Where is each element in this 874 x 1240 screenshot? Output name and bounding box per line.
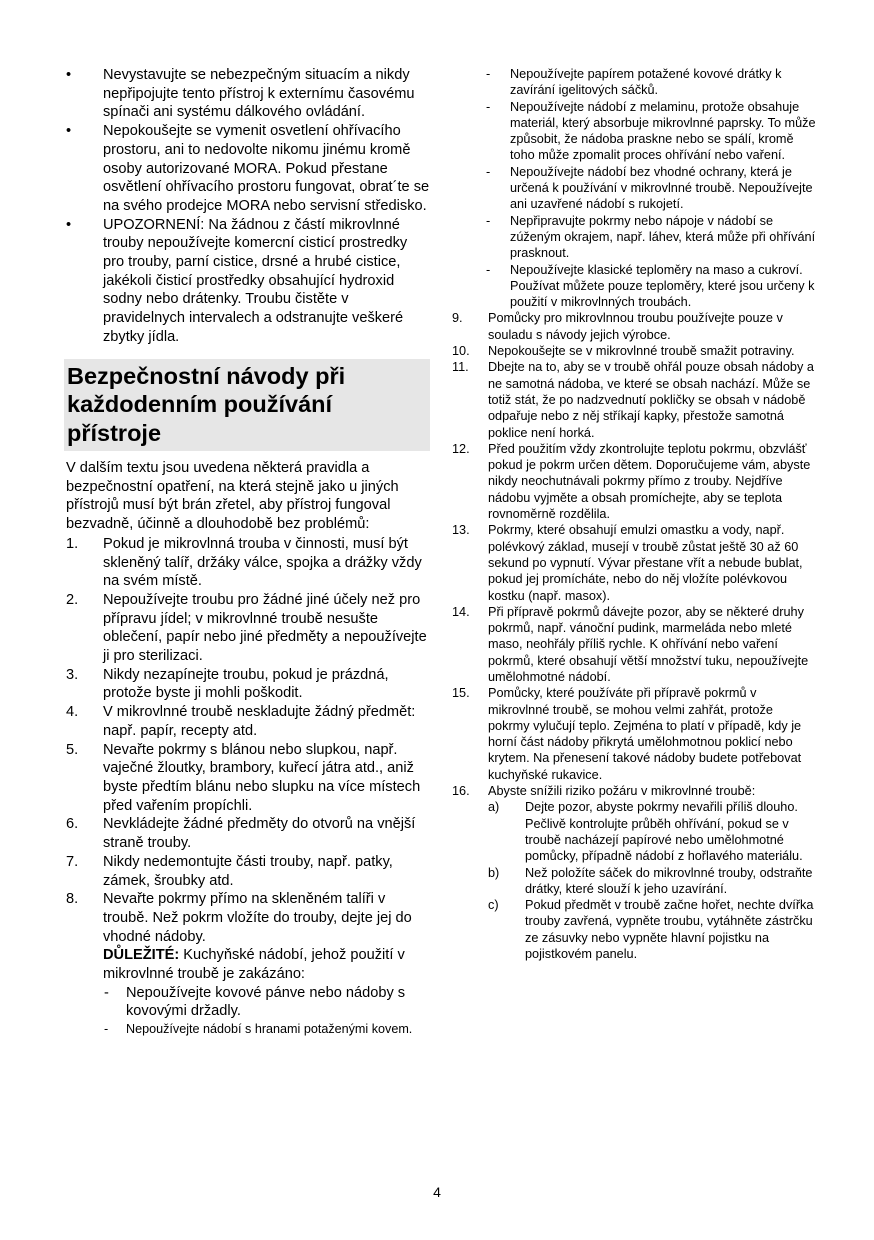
item-number: 11. bbox=[452, 360, 469, 375]
item-text: Pomůcky pro mikrovlnnou troubu používejte pouze v souladu s návody jejich výrobce. bbox=[488, 311, 783, 342]
item-number: 2. bbox=[66, 591, 79, 608]
dash-item bbox=[66, 984, 430, 1021]
important-text: Kuchyňské nádobí, jehož použití v mikrovlnné troubě je zakázáno: bbox=[103, 947, 405, 983]
numbered-item bbox=[66, 741, 430, 816]
bullet-text: UPOZORNENÍ: Na žádnou z částí mikrovlnné trouby nepoužívejte komercní cisticí prostredky pro trouby, parní cistice, drsné a hrubé cistice, jakékoli čisticí prostředky obsahující hydroxid sodny nebo drátenky. Troubu čistěte v pravidelnych intervalech a odstranujte veškeré zbytky jídla. bbox=[103, 216, 408, 345]
dash-marker: - bbox=[104, 984, 109, 1001]
dash-text: Nepoužívejte klasické teploměry na maso a cukroví. Používat můžete pouze teploměry, které jsou určeny k použití v mikrovlnných troubách. bbox=[510, 262, 815, 310]
sub-marker: b) bbox=[488, 865, 500, 880]
item-text: Abyste snížili riziko požáru v mikrovlnné troubě: bbox=[488, 784, 756, 799]
dash-marker: - bbox=[486, 213, 491, 228]
sub-text: Než položíte sáček do mikrovlnné trouby, odstraňte drátky, které slouží k jeho uzavírání. bbox=[525, 865, 813, 896]
numbered-item bbox=[66, 815, 430, 852]
item-number: 5. bbox=[66, 741, 79, 758]
item-text: Nikdy nezapínejte troubu, pokud je prázdná, protože byste ji mohli poškodit. bbox=[103, 666, 389, 702]
dash-marker: - bbox=[486, 67, 491, 81]
item-number: 8. bbox=[66, 891, 79, 908]
left-column bbox=[66, 66, 430, 1037]
dash-text: Nepoužívejte nádobí z melaminu, protože obsahuje materiál, který absorbuje mikrovlnné paprsky. To může způsobit, že nádoba praskne nebo se spálí, kromě toho může zpomalit proces ohřívání nebo vaření. bbox=[510, 99, 816, 163]
bullet-marker: • bbox=[66, 67, 72, 83]
item-number: 13. bbox=[452, 523, 470, 538]
sub-item bbox=[452, 799, 816, 864]
item-number: 15. bbox=[452, 686, 470, 701]
item-number: 7. bbox=[66, 853, 79, 870]
sub-text: Pokud předmět v troubě začne hořet, nechte dvířka trouby zavřená, vypněte troubu, vytáhněte zástrčku ze zásuvky nebo vypněte hlavní pojistku na pojistkovém panelu. bbox=[525, 898, 814, 962]
important-label: DŮLEŽITÉ: bbox=[103, 947, 180, 964]
sub-item bbox=[452, 865, 816, 898]
bullet-item bbox=[66, 122, 430, 216]
important-note bbox=[66, 946, 430, 983]
dash-item bbox=[452, 164, 816, 213]
item-text: Nevařte pokrmy s blánou nebo slupkou, např. vaječné žloutky, brambory, kuřecí játra atd., aniž byste předtím blánu nebo slupku na více místech před vařením propíchli. bbox=[103, 741, 421, 814]
sub-marker: a) bbox=[488, 800, 500, 815]
numbered-item bbox=[452, 343, 816, 359]
numbered-item bbox=[66, 666, 430, 703]
dash-marker: - bbox=[486, 164, 491, 179]
item-text: Při přípravě pokrmů dávejte pozor, aby se některé druhy pokrmů, např. vánoční pudink, marmeláda nebo mleté maso, neohřály příliš rychle. K ohřívání nebo vaření pokrmů, které obsahují větší množství tuku, nepoužívejte umělohmotné nádobí. bbox=[488, 604, 809, 684]
item-text: Nepoužívejte troubu pro žádné jiné účely než pro přípravu jídel; v mikrovlnné troubě nesušte oblečení, papír nebo jiné předměty a nepoužívejte ji pro sterilizaci. bbox=[103, 591, 427, 665]
dash-item bbox=[452, 99, 816, 164]
dash-item bbox=[452, 66, 816, 99]
bullet-marker: • bbox=[66, 216, 72, 233]
item-text: Pokud je mikrovlnná trouba v činnosti, musí být skleněný talíř, držáky válce, spojka a drážky vždy na svém místě. bbox=[103, 535, 422, 590]
numbered-item bbox=[452, 685, 816, 783]
item-number: 1. bbox=[66, 535, 79, 552]
dash-text: Nepřipravujte pokrmy nebo nápoje v nádobí se zúženým okrajem, např. láhev, která může při ohřívání prasknout. bbox=[510, 213, 816, 261]
item-text: Před použitím vždy zkontrolujte teplotu pokrmu, obzvlášť pokud je pokrm určen dětem. Doporučujeme vám, abyste nikdy neochutnávali pokrmy přímo z trouby. Nejdříve nádobu vyjměte a obsah promíchejte, aby se teplota rovnoměrně rozdělila. bbox=[488, 441, 811, 522]
intro-paragraph: V dalším textu jsou uvedena některá pravidla a bezpečnostní opatření, na která stejně jako u jiných přístrojů musí být brán zřetel, aby přístroj fungoval bezvadně, účinně a dlouhodobě bez problémů: bbox=[66, 460, 399, 533]
bullet-item bbox=[66, 216, 430, 347]
numbered-item bbox=[66, 853, 430, 890]
bullet-marker: • bbox=[66, 123, 72, 140]
sub-text: Dejte pozor, abyste pokrmy nevařili příliš dlouho. Pečlivě kontrolujte průběh ohřívání, pokud se v troubě nacházejí papírové nebo umělohmotné pomůcky, případně nádobí z hořlavého materiálu. bbox=[525, 800, 803, 864]
item-text: Pomůcky, které používáte při přípravě pokrmů v mikrovlnné troubě, se mohou velmi zahřát, protože pokrmy vylučují teplo. Zejména to platí v případě, kdy je horní část nádoby přikrytá umělohmotnou poklicí nebo krytem. Na přenesení takové nádoby budete potřebovat kuchyňské rukavice. bbox=[488, 686, 802, 782]
numbered-item bbox=[452, 359, 816, 440]
numbered-item bbox=[66, 890, 430, 946]
numbered-item bbox=[452, 522, 816, 603]
right-column bbox=[452, 66, 816, 962]
numbered-item bbox=[452, 604, 816, 685]
dash-text: Nepoužívejte nádobí bez vhodné ochrany, která je určená k používání v mikrovlnné troubě. Nepoužívejte ani uzavřené nádobí s rukojetí. bbox=[510, 164, 813, 212]
item-number: 12. bbox=[452, 441, 470, 456]
numbered-item bbox=[452, 441, 816, 522]
dash-marker: - bbox=[486, 262, 491, 277]
bullet-text: Nepokoušejte se vymenit osvetlení ohřívacího prostoru, ani to nedovolte nikomu jinému kromě osoby autorizované MORA. Pokud přestane osvětlení ohřívacího prostoru fungovat, obrat´te se na svého prodejce MORA nebo servisní středisko. bbox=[103, 123, 430, 214]
numbered-item bbox=[452, 783, 816, 799]
sub-marker: c) bbox=[488, 898, 499, 913]
sub-item bbox=[452, 897, 816, 962]
dash-item bbox=[66, 1021, 430, 1037]
numbered-item bbox=[66, 591, 430, 666]
item-text: Nepokoušejte se v mikrovlnné troubě smažit potraviny. bbox=[488, 344, 795, 359]
item-text: Nevkládejte žádné předměty do otvorů na vnější straně trouby. bbox=[103, 816, 416, 852]
item-number: 6. bbox=[66, 816, 79, 833]
item-number: 4. bbox=[66, 704, 79, 721]
dash-text: Nepoužívejte papírem potažené kovové drátky k zavírání igelitových sáčků. bbox=[510, 67, 782, 98]
dash-text: Nepoužívejte kovové pánve nebo nádoby s kovovými držadly. bbox=[126, 984, 406, 1020]
bullet-text: Nevystavujte se nebezpečným situacím a nikdy nepřipojujte tento přístroj k externímu časovému spínači ani systému dálkového ovládání. bbox=[103, 67, 415, 121]
bullet-item bbox=[66, 66, 430, 122]
item-text: V mikrovlnné troubě neskladujte žádný předmět: např. papír, recepty atd. bbox=[103, 704, 416, 739]
item-number: 14. bbox=[452, 604, 470, 619]
item-text: Pokrmy, které obsahují emulzi omastku a vody, např. polévkový základ, musejí v troubě zůstat ještě 30 až 60 sekund po vypnutí. Vývar přestane vřít a nebude bublat, pokud jej promícháte, nebo do něj vložíte polévkovou kostku (např. masox). bbox=[488, 523, 803, 603]
dash-marker: - bbox=[486, 99, 491, 114]
dash-item bbox=[452, 262, 816, 311]
item-text: Nikdy nedemontujte části trouby, např. patky, zámek, šroubky atd. bbox=[103, 853, 393, 889]
item-text: Dbejte na to, aby se v troubě ohřál pouze obsah nádoby a ne samotná nádoba, ve které se obsah nachází. Může se totiž stát, že po nadzvednutí pokličky se obsah v nádobě odpařuje nebo z něj stříkají kapky, přestože samotná poklice není horká. bbox=[488, 360, 814, 440]
page-number: 4 bbox=[433, 1184, 441, 1200]
section-heading: Bezpečnostní návody při každodenním používání přístroje bbox=[64, 359, 430, 452]
dash-item bbox=[452, 213, 816, 262]
item-number: 3. bbox=[66, 666, 79, 683]
dash-marker: - bbox=[104, 1022, 109, 1037]
numbered-item bbox=[66, 535, 430, 591]
item-text: Nevařte pokrmy přímo na skleněném talíři v troubě. Než pokrm vložíte do trouby, dejte jej do vhodné nádoby. bbox=[103, 891, 412, 945]
item-number: 9. bbox=[452, 311, 463, 326]
dash-text: Nepoužívejte nádobí s hranami potaženými kovem. bbox=[126, 1022, 413, 1037]
item-number: 10. bbox=[452, 344, 470, 359]
numbered-item bbox=[452, 310, 816, 343]
numbered-item bbox=[66, 703, 430, 740]
item-number: 16. bbox=[452, 784, 470, 799]
